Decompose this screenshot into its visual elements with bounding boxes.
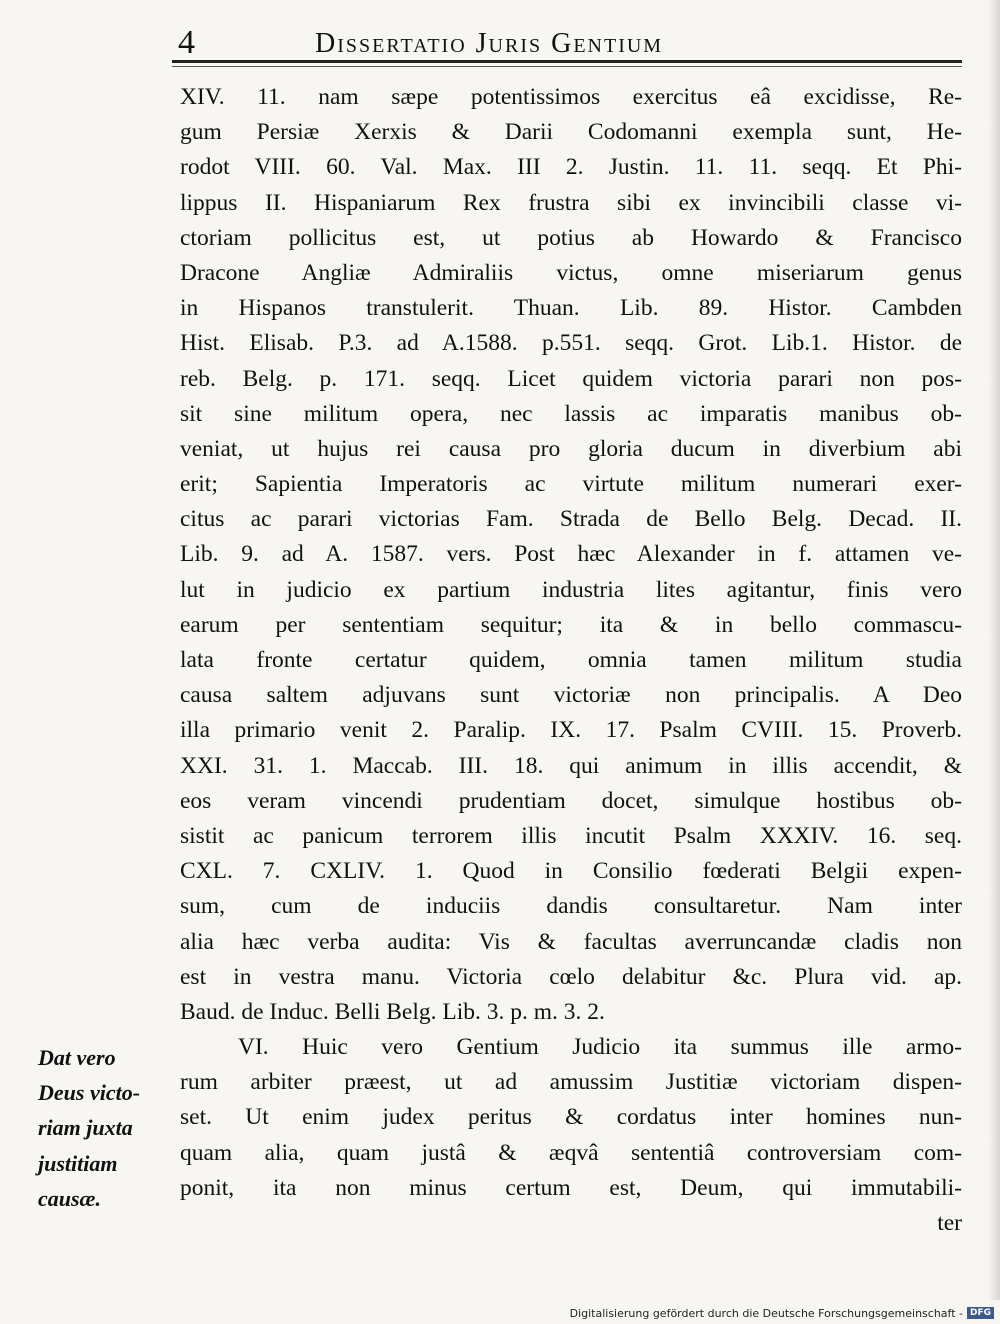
margin-note: [38, 1040, 178, 1216]
header-rule-thin: [172, 66, 962, 67]
text-line: sit sine militum opera, nec lassis ac imparatis manibus ob-: [180, 400, 962, 427]
text-line: Hist. Elisab. P.3. ad A.1588. p.551. seqq. Grot. Lib.1. Histor. de: [180, 330, 962, 357]
text-line: citus ac parari victorias Fam. Strada de Bello Belg. Decad. II.: [180, 506, 962, 533]
margin-note-line: causæ.: [38, 1185, 101, 1211]
text-line: XXI. 31. 1. Maccab. III. 18. qui animum in illis accendit, &: [180, 752, 962, 779]
margin-note-line: Dat vero: [38, 1045, 116, 1070]
running-head: Dissertatio Juris Gentium: [315, 28, 664, 59]
text-line: alia hæc verba audita: Vis & facultas averruncandæ cladis non: [180, 928, 962, 955]
text-line: sum, cum de induciis dandis consultaretur. Nam inter: [180, 893, 962, 920]
text-line: erit; Sapientia Imperatoris ac virtute militum numerari exer-: [180, 471, 962, 498]
header-rule: [172, 60, 962, 63]
text-line: reb. Belg. p. 171. seqq. Licet quidem victoria parari non pos-: [180, 365, 962, 392]
text-line: ctoriam pollicitus est, ut potius ab Howardo & Francisco: [180, 224, 962, 251]
text-line: set. Ut enim judex peritus & cordatus inter homines nun-: [180, 1104, 962, 1131]
margin-note-line: justitiam: [38, 1150, 118, 1176]
text-line: veniat, ut hujus rei causa pro gloria ducum in diverbium abi: [180, 435, 962, 462]
text-line: quam alia, quam justâ & æqvâ sententiâ controversiam com-: [180, 1139, 962, 1166]
text-line: lut in judicio ex partium industria lites agitantur, finis vero: [180, 576, 962, 603]
dfg-logo: DFG: [967, 1307, 994, 1319]
text-line: rodot VIII. 60. Val. Max. III 2. Justin. 11. 11. seqq. Et Phi-: [180, 154, 962, 181]
text-line: rum arbiter præest, ut ad amussim Justitiæ victoriam dispen-: [180, 1069, 962, 1096]
text-line: earum per sententiam sequitur; ita & in bello commascu-: [180, 611, 962, 638]
margin-note-line: riam juxta: [38, 1115, 133, 1141]
text-line: lata fronte certatur quidem, omnia tamen militum studia: [180, 647, 962, 673]
text-line: gum Persiæ Xerxis & Darii Codomanni exempla sunt, He-: [180, 119, 962, 146]
text-line: est in vestra manu. Victoria cœlo delabitur &c. Plura vid. ap.: [180, 963, 962, 990]
text-line: XIV. 11. nam sæpe potentissimos exercitus eâ excidisse, Re-: [180, 84, 962, 110]
digitization-footer: [570, 1304, 994, 1322]
text-line: illa primario venit 2. Paralip. IX. 17. Psalm CVIII. 15. Proverb.: [180, 717, 962, 744]
page-header: [170, 22, 960, 62]
text-line: Dracone Angliæ Admiraliis victus, omne miseriarum genus: [180, 259, 962, 286]
text-line: lippus II. Hispaniarum Rex frustra sibi ex invincibili classe vi-: [180, 189, 962, 216]
text-line: Baud. de Induc. Belli Belg. Lib. 3. p. m. 3. 2.: [180, 998, 605, 1025]
catchword: ter: [937, 1210, 962, 1236]
page-edge-shadow: [988, 0, 1000, 1300]
margin-note-line: Deus victo-: [38, 1080, 141, 1106]
text-line: causa saltem adjuvans sunt victoriæ non principalis. A Deo: [180, 682, 962, 709]
text-line: in Hispanos transtulerit. Thuan. Lib. 89. Histor. Cambden: [180, 295, 962, 322]
text-line: sistit ac panicum terrorem illis incutit Psalm XXXIV. 16. seq.: [180, 822, 962, 849]
footer-text: Digitalisierung gefördert durch die Deutsche Forschungsgemeinschaft -: [569, 1306, 963, 1320]
text-line: ponit, ita non minus certum est, Deum, qui immutabili-: [180, 1174, 962, 1201]
text-line: CXL. 7. CXLIV. 1. Quod in Consilio fœderati Belgii expen-: [180, 858, 962, 885]
text-line: eos veram vincendi prudentiam docet, simulque hostibus ob-: [180, 787, 962, 814]
page-number: 4: [178, 24, 195, 61]
section-start-line: VI. Huic vero Gentium Judicio ita summus ille armo-: [238, 1034, 962, 1061]
text-line: Lib. 9. ad A. 1587. vers. Post hæc Alexander in f. attamen ve-: [180, 541, 962, 568]
body-text: [180, 80, 962, 1241]
